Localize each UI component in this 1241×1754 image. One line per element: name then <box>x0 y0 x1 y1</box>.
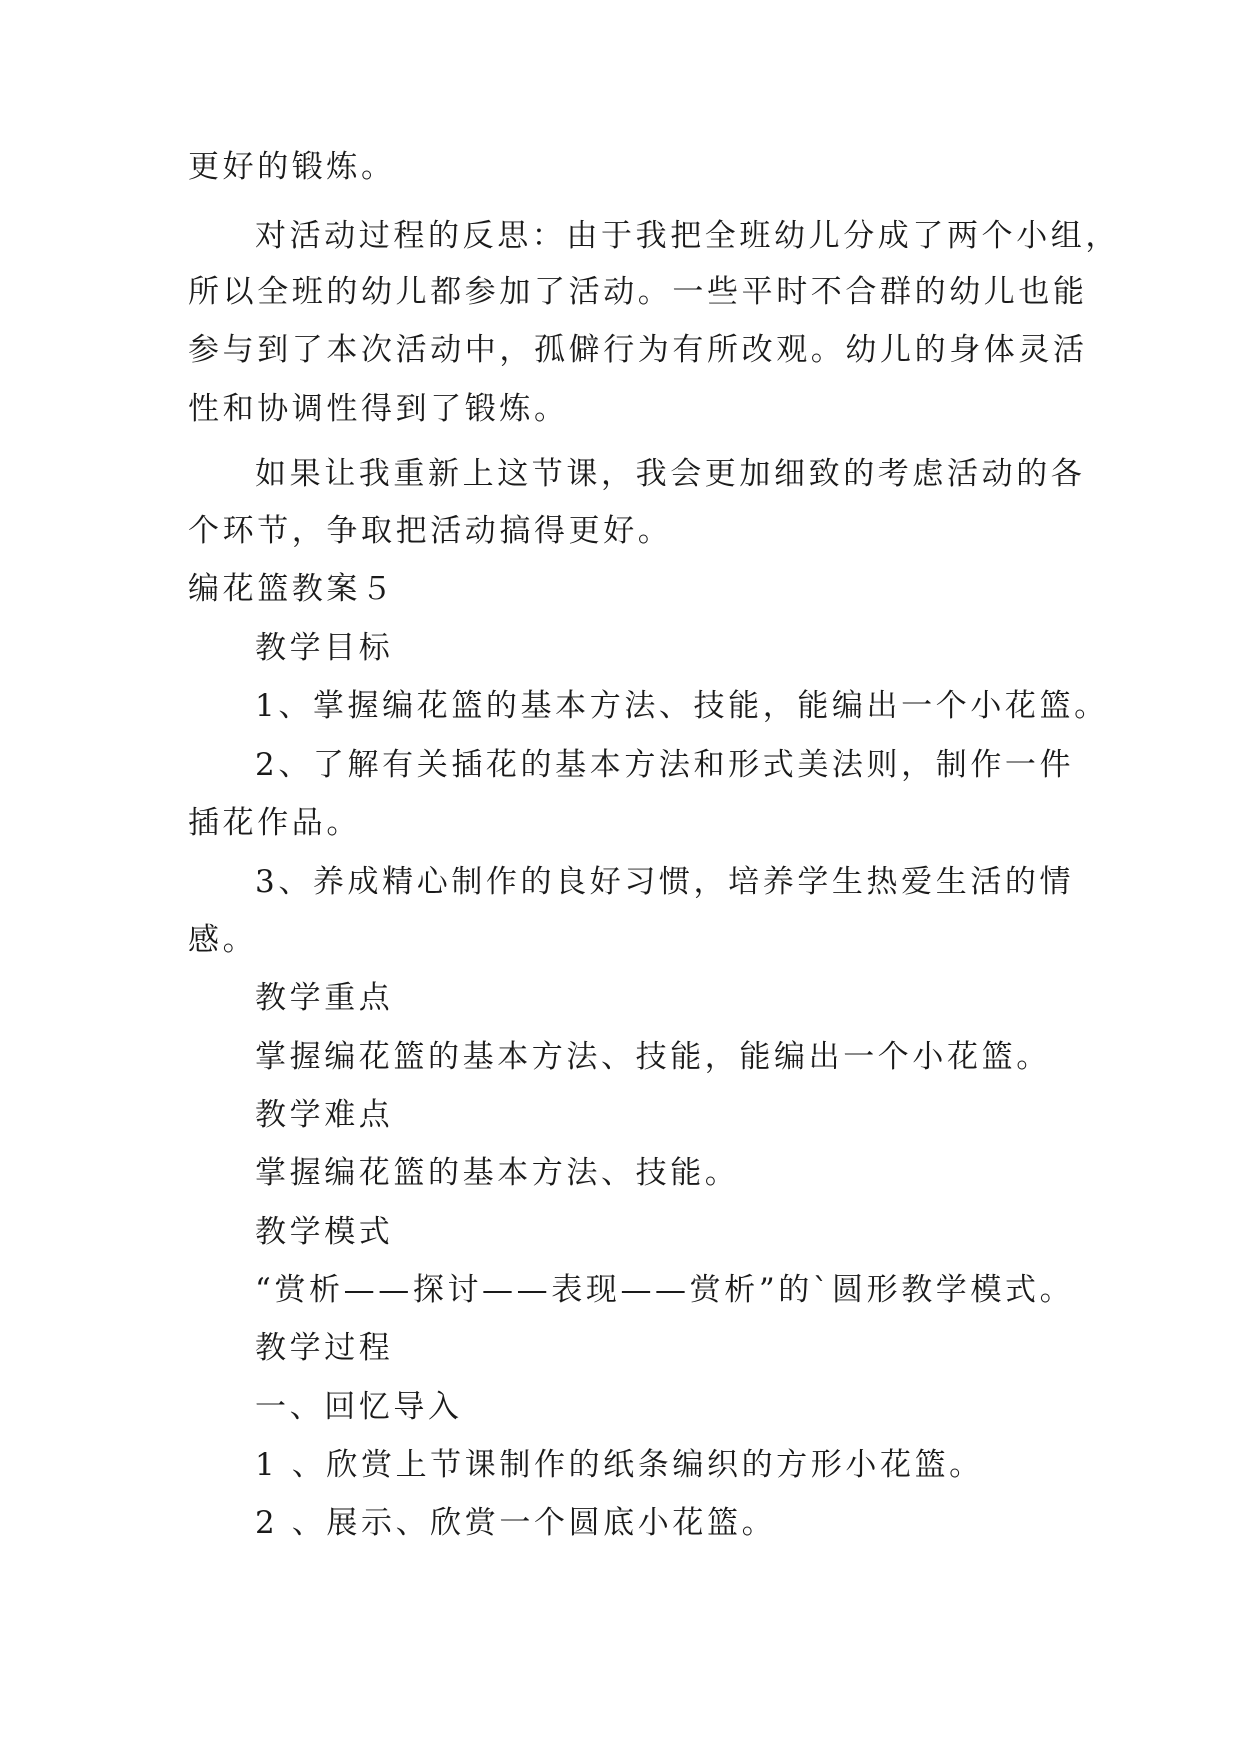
text-line: 性和协调性得到了锻炼。 <box>188 391 569 427</box>
text-line: 一、回忆导入 <box>255 1389 463 1425</box>
text-line: 插花作品。 <box>188 805 361 841</box>
text-line: 如果让我重新上这节课，我会更加细致的考虑活动的各 <box>255 456 1086 492</box>
text-line: 1 、欣赏上节课制作的纸条编织的方形小花篮。 <box>255 1447 984 1483</box>
text-line: 掌握编花篮的基本方法、技能，能编出一个小花篮。 <box>255 1039 1051 1075</box>
text-line: 个环节，争取把活动搞得更好。 <box>188 513 673 549</box>
text-line: 1、掌握编花篮的基本方法、技能，能编出一个小花篮。 <box>255 688 1109 724</box>
text-line: 参与到了本次活动中，孤僻行为有所改观。幼儿的身体灵活 <box>188 332 1088 368</box>
text-line: 所以全班的幼儿都参加了活动。一些平时不合群的幼儿也能 <box>188 274 1088 310</box>
subheading: 教学过程 <box>255 1330 394 1366</box>
text-line: 感。 <box>188 922 258 958</box>
subheading: 教学模式 <box>255 1214 394 1250</box>
section-heading: 编花篮教案５ <box>188 571 396 607</box>
text-line: 3、养成精心制作的良好习惯，培养学生热爱生活的情 <box>255 864 1075 900</box>
text-line: 掌握编花篮的基本方法、技能。 <box>255 1155 740 1191</box>
text-line: 对活动过程的反思：由于我把全班幼儿分成了两个小组， <box>255 218 1120 254</box>
subheading: 教学重点 <box>255 980 394 1016</box>
text-line: 更好的锻炼。 <box>188 149 396 185</box>
subheading: 教学目标 <box>255 630 394 666</box>
text-line: 2、了解有关插花的基本方法和形式美法则，制作一件 <box>255 747 1075 783</box>
text-line: “赏析——探讨——表现——赏析”的`圆形教学模式。 <box>255 1272 1075 1308</box>
subheading: 教学难点 <box>255 1097 394 1133</box>
text-line: 2 、展示、欣赏一个圆底小花篮。 <box>255 1505 777 1541</box>
